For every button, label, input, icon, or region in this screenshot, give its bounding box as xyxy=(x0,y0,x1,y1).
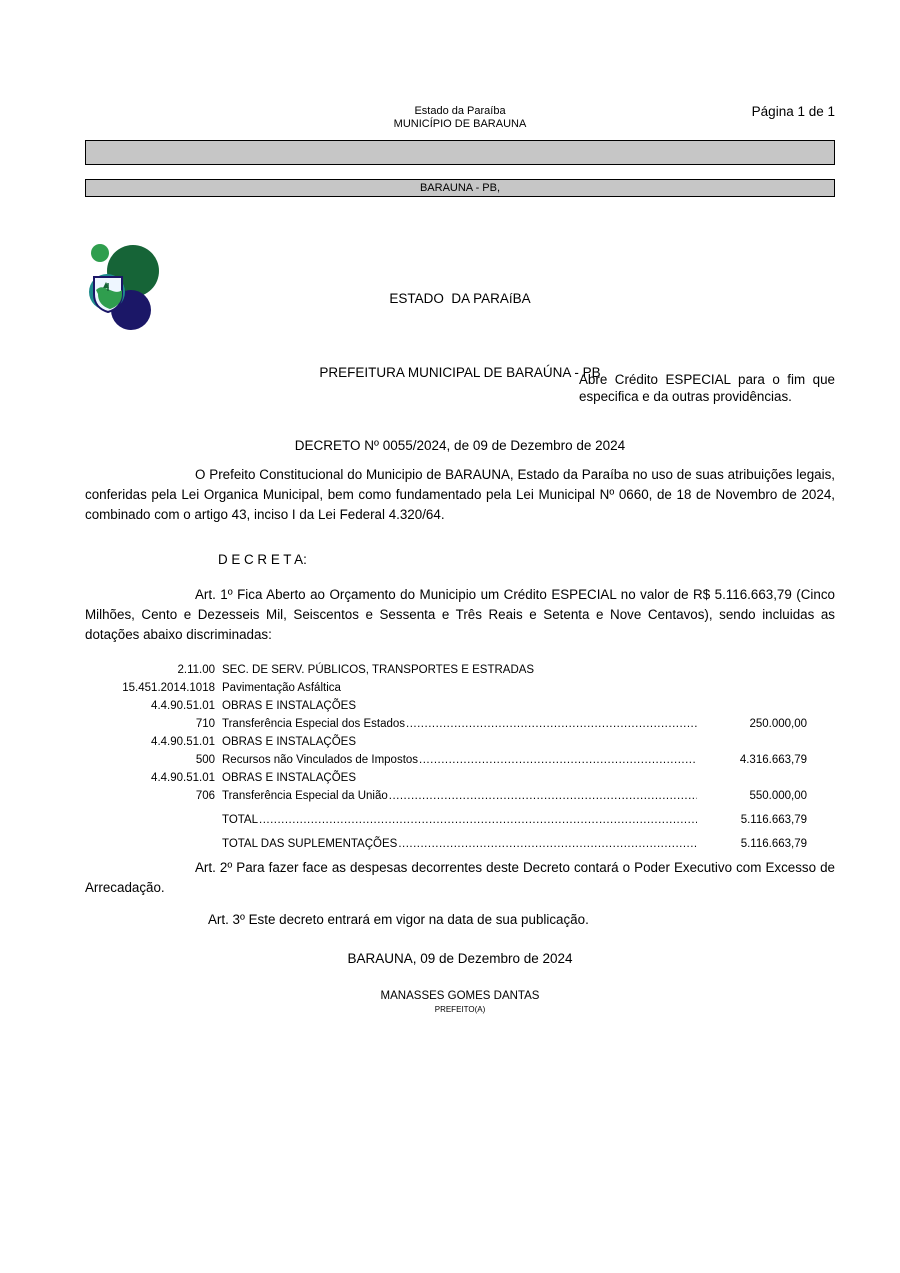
document-header xyxy=(85,105,835,131)
article-1: Art. 1º Fica Aberto ao Orçamento do Municipio um Crédito ESPECIAL no valor de R$ 5.116.663,79 (Cinco Milhões, Cento e Dezesseis Mil, Seiscentos e Sessenta e Três Reais e Setenta e Nove Centavos), sendo incluidas as dotações abaixo discriminadas: xyxy=(85,587,835,642)
budget-description: TOTAL xyxy=(222,814,258,826)
budget-row xyxy=(85,787,807,805)
dotted-leader xyxy=(259,811,697,829)
budget-description: OBRAS E INSTALAÇÕES xyxy=(222,772,356,784)
budget-row xyxy=(85,751,807,769)
budget-description: Transferência Especial da União xyxy=(222,790,388,802)
budget-value: 4.316.663,79 xyxy=(739,754,807,766)
budget-value: 5.116.663,79 xyxy=(740,838,807,850)
budget-value: 250.000,00 xyxy=(749,718,807,730)
budget-row xyxy=(85,679,807,697)
header-state-line: Estado da Paraíba xyxy=(414,105,506,117)
budget-description: OBRAS E INSTALAÇÕES xyxy=(222,736,356,748)
budget-code: 4.4.90.51.01 xyxy=(151,736,215,748)
budget-description: TOTAL DAS SUPLEMENTAÇÕES xyxy=(222,838,398,850)
header-municipality-line: MUNICÍPIO DE BARAUNA xyxy=(393,118,527,130)
budget-table xyxy=(85,661,807,853)
title-state: ESTADO DA PARAíBA xyxy=(389,291,531,306)
dotted-leader xyxy=(389,787,697,805)
budget-description: SEC. DE SERV. PÚBLICOS, TRANSPORTES E ESTRADAS xyxy=(222,664,535,676)
article-2: Art. 2º Para fazer face as despesas decorrentes deste Decreto contará o Poder Executivo com Excesso de Arrecadação. xyxy=(85,860,835,895)
decreta-heading: D E C R E T A: xyxy=(218,552,307,567)
decree-summary: Abre Crédito ESPECIAL para o fim que especifica e da outras providências. xyxy=(579,372,835,404)
budget-code: 2.11.00 xyxy=(177,664,215,676)
date-line: BARAUNA, 09 de Dezembro de 2024 xyxy=(347,951,573,966)
budget-row xyxy=(85,661,807,679)
budget-description: OBRAS E INSTALAÇÕES xyxy=(222,700,356,712)
budget-code: 710 xyxy=(195,718,215,730)
budget-code: 4.4.90.51.01 xyxy=(151,700,215,712)
dotted-leader xyxy=(406,715,697,733)
budget-value: 550.000,00 xyxy=(749,790,807,802)
header-bar-city: BARAUNA - PB, xyxy=(85,179,835,197)
budget-value: 5.116.663,79 xyxy=(740,814,807,826)
budget-row xyxy=(85,835,807,853)
title-decree-number: DECRETO Nº 0055/2024, de 09 de Dezembro de 2024 xyxy=(294,438,626,453)
dotted-leader xyxy=(398,835,697,853)
article-3: Art. 3º Este decreto entrará em vigor na data de sua publicação. xyxy=(208,912,589,927)
budget-row xyxy=(85,733,807,751)
page-number: Página 1 de 1 xyxy=(751,104,835,119)
budget-code: 15.451.2014.1018 xyxy=(122,682,215,694)
budget-row xyxy=(85,697,807,715)
budget-description: Transferência Especial dos Estados xyxy=(222,718,406,730)
signature-block xyxy=(85,990,835,1014)
budget-code: 500 xyxy=(195,754,215,766)
budget-row xyxy=(85,811,807,829)
signature-role: PREFEITO(A) xyxy=(434,1005,486,1014)
dotted-leader xyxy=(419,751,697,769)
budget-description: Recursos não Vinculados de Impostos xyxy=(222,754,419,766)
header-bar-empty xyxy=(85,140,835,165)
budget-row xyxy=(85,769,807,787)
title-prefecture: PREFEITURA MUNICIPAL DE BARAÚNA - PB xyxy=(319,364,601,380)
budget-code: 706 xyxy=(195,790,215,802)
signature-name: MANASSES GOMES DANTAS xyxy=(380,990,540,1002)
budget-code: 4.4.90.51.01 xyxy=(151,772,215,784)
preamble-paragraph: O Prefeito Constitucional do Municipio de BARAUNA, Estado da Paraíba no uso de suas atribuições legais, conferidas pela Lei Organica Municipal, bem como fundamentado pela Lei Municipal Nº 0660, de 18 de Novembro de 2024, combinado com o artigo 43, inciso I da Lei Federal 4.320/64. xyxy=(85,467,835,522)
budget-description: Pavimentação Asfáltica xyxy=(222,682,341,694)
budget-row xyxy=(85,715,807,733)
